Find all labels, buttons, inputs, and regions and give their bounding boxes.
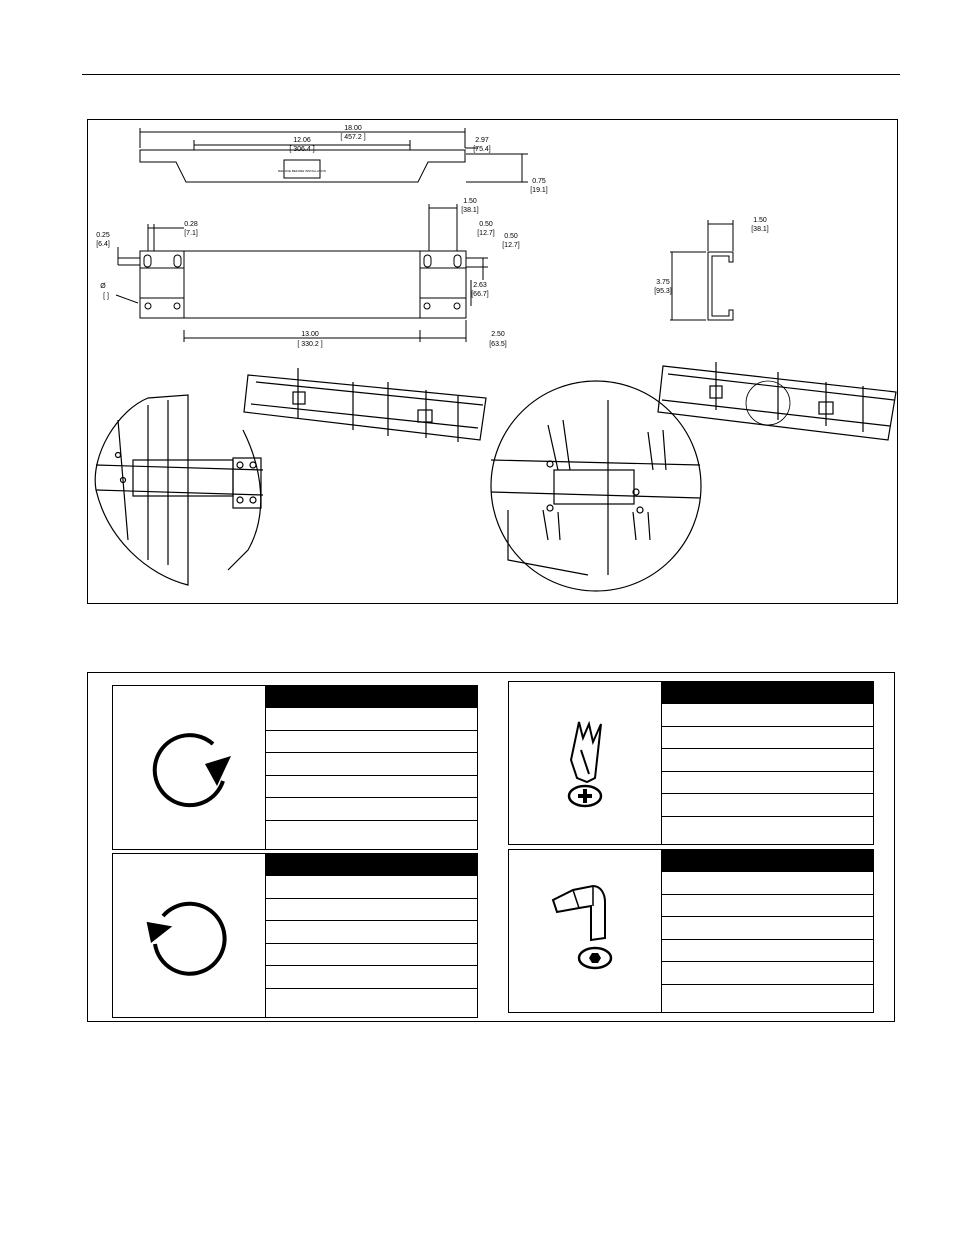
hex-key-icon xyxy=(509,850,661,1012)
tool-legend-panel xyxy=(87,672,895,1022)
table-row xyxy=(662,962,873,985)
table-row xyxy=(662,872,873,895)
table-row xyxy=(662,727,873,750)
legend-cell-counterclockwise xyxy=(112,853,478,1018)
legend-cell-hex-key xyxy=(508,849,874,1013)
dim-top-off-mm: [6.4] xyxy=(96,241,110,248)
dim-span-mm: [ 330.2 ] xyxy=(297,341,323,348)
table-row xyxy=(266,966,477,989)
assembly-strip-left xyxy=(244,368,486,442)
drawing-svg xyxy=(88,120,899,605)
dim-hole-pitch-in: 2.63 xyxy=(473,282,487,289)
legend-cell-phillips xyxy=(508,681,874,845)
dim-side-top-in: 1.50 xyxy=(753,217,767,224)
table-row xyxy=(266,776,477,799)
table-row xyxy=(266,944,477,967)
dim-side-top-mm: [38.1] xyxy=(751,226,769,233)
dim-overall-in: 18.00 xyxy=(344,125,362,132)
dim-slot-h-in: 0.50 xyxy=(504,233,518,240)
dim-slot-h-mm: [12.7] xyxy=(502,242,520,249)
table-row xyxy=(266,821,477,844)
table-row xyxy=(662,817,873,840)
table-row xyxy=(662,985,873,1008)
counterclockwise-rotation-icon xyxy=(113,854,265,1017)
dim-slot-spacing-mm: [38.1] xyxy=(461,207,479,214)
top-profile-bar xyxy=(140,150,465,182)
dim-slot-w-mm: [12.7] xyxy=(477,230,495,237)
clockwise-rotation-icon xyxy=(113,686,265,849)
table-row xyxy=(662,940,873,963)
dim-slot-w-in: 0.50 xyxy=(479,221,493,228)
detail-callout-left xyxy=(95,395,263,585)
dim-thick-mm: [19.1] xyxy=(530,187,548,194)
dim-side-h-in: 3.75 xyxy=(656,279,670,286)
dim-top-off-in: 0.25 xyxy=(96,232,110,239)
detail-callout-right xyxy=(491,381,701,591)
table-row xyxy=(266,798,477,821)
dim-hole-diam-sym: Ø xyxy=(100,283,106,290)
dim-end-mm: [75.4] xyxy=(473,146,491,153)
table-row xyxy=(662,794,873,817)
dim-inner-mm: [ 306.4 ] xyxy=(289,146,315,153)
dim-end-w-in: 2.50 xyxy=(491,331,505,338)
dim-hole-diam-mm: [ ] xyxy=(103,293,109,300)
legend-table-clockwise xyxy=(265,686,477,849)
dim-span-in: 13.00 xyxy=(301,331,319,338)
phillips-screwdriver-icon xyxy=(509,682,661,844)
legend-table-counterclockwise xyxy=(265,854,477,1017)
header-rule xyxy=(82,74,900,75)
warning-label-text: REMOVE BEFORE INSTALLATION xyxy=(278,169,326,173)
mounting-plate xyxy=(140,251,466,318)
table-row xyxy=(266,876,477,899)
dim-left-off-in: 0.28 xyxy=(184,221,198,228)
table-header xyxy=(266,854,477,876)
dim-thick-in: 0.75 xyxy=(532,178,546,185)
dim-end-in: 2.97 xyxy=(475,137,489,144)
dim-overall-mm: [ 457.2 ] xyxy=(340,134,366,141)
table-row xyxy=(662,749,873,772)
table-row xyxy=(662,704,873,727)
legend-table-hex-key xyxy=(661,850,873,1012)
dim-inner-in: 12.06 xyxy=(293,137,311,144)
dim-end-w-mm: [63.5] xyxy=(489,341,507,348)
table-header xyxy=(266,686,477,708)
dimension-drawing-panel xyxy=(87,119,898,604)
table-header xyxy=(662,850,873,872)
table-row xyxy=(662,917,873,940)
legend-cell-clockwise xyxy=(112,685,478,850)
table-row xyxy=(266,899,477,922)
dim-slot-spacing-in: 1.50 xyxy=(463,198,477,205)
table-row xyxy=(266,731,477,754)
table-row xyxy=(662,772,873,795)
table-row xyxy=(662,895,873,918)
dim-hole-pitch-mm: [66.7] xyxy=(471,291,489,298)
table-row xyxy=(266,753,477,776)
channel-side-profile xyxy=(708,252,733,320)
dim-side-h-mm: [95.3] xyxy=(654,288,672,295)
table-header xyxy=(662,682,873,704)
legend-table-phillips xyxy=(661,682,873,844)
table-row xyxy=(266,989,477,1012)
assembly-strip-right xyxy=(658,362,896,440)
table-row xyxy=(266,708,477,731)
dim-left-off-mm: [7.1] xyxy=(184,230,198,237)
table-row xyxy=(266,921,477,944)
